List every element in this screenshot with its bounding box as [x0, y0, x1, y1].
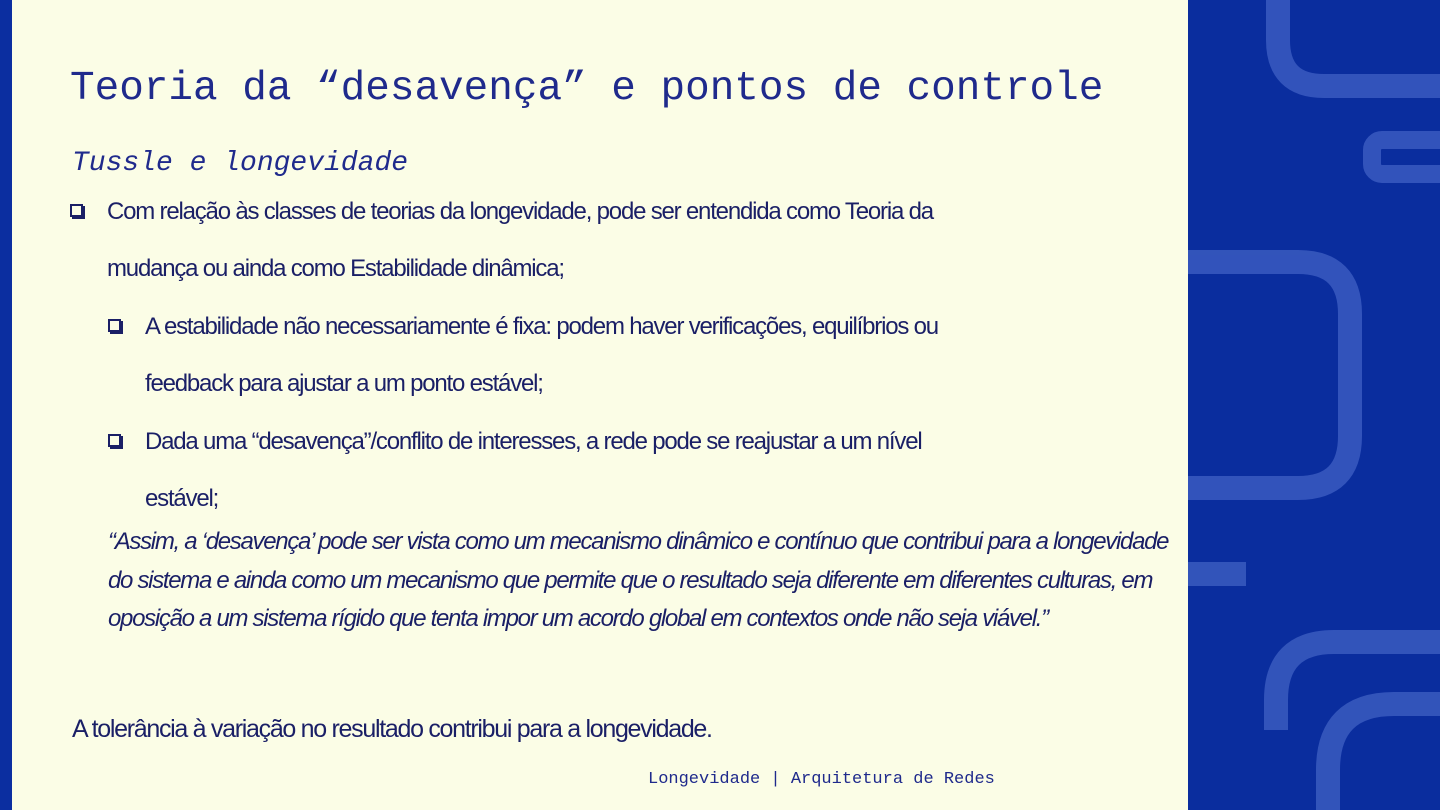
- bullet-item-3: [108, 413, 922, 527]
- checkbox-square-icon: [70, 204, 83, 217]
- slide-subtitle: Tussle e longevidade: [72, 148, 409, 179]
- bullet-text: [145, 298, 938, 412]
- left-accent-strip: [0, 0, 12, 810]
- bullet-text: [145, 413, 922, 527]
- bullet-item-1: [70, 183, 933, 297]
- deco-frame-middle: [1188, 262, 1350, 488]
- bullet-line: estável;: [145, 485, 219, 512]
- bullet-line: A estabilidade não necessariamente é fixa: podem haver verificações, equilíbrios ou: [145, 313, 938, 340]
- deco-curve-top: [1278, 0, 1440, 86]
- deco-pill-right: [1372, 140, 1440, 174]
- slide-title: Teoria da “desavença” e pontos de controle: [70, 66, 1104, 112]
- bullet-item-2: [108, 298, 938, 412]
- bullet-line: feedback para ajustar a um ponto estável;: [145, 370, 543, 397]
- bullet-line: mudança ou ainda como Estabilidade dinâmica;: [107, 255, 564, 282]
- slide-footer: Longevidade | Arquitetura de Redes: [648, 770, 995, 789]
- bullet-text: [107, 183, 933, 297]
- decorative-pattern: [1188, 0, 1440, 810]
- deco-curve-bottom: [1328, 704, 1440, 810]
- bullet-line: Com relação às classes de teorias da longevidade, pode ser entendida como Teoria da: [107, 198, 933, 225]
- checkbox-square-icon: [108, 319, 121, 332]
- quote-block: “Assim, a ‘desavença’ pode ser vista como um mecanismo dinâmico e contínuo que contribui para a longevidade do sistema e ainda como um mecanismo que permite que o resultado seja diferente em diferentes culturas, em oposição a um sistema rígido que tenta impor um acordo global em contextos onde não seja viável.”: [108, 528, 1169, 632]
- bullet-line: Dada uma “desavença”/conflito de interesses, a rede pode se reajustar a um nível: [145, 428, 922, 455]
- slide-content: [12, 0, 1188, 810]
- conclusion-text: A tolerância à variação no resultado contribui para a longevidade.: [72, 715, 712, 743]
- decorative-panel: [1188, 0, 1440, 810]
- checkbox-square-icon: [108, 434, 121, 447]
